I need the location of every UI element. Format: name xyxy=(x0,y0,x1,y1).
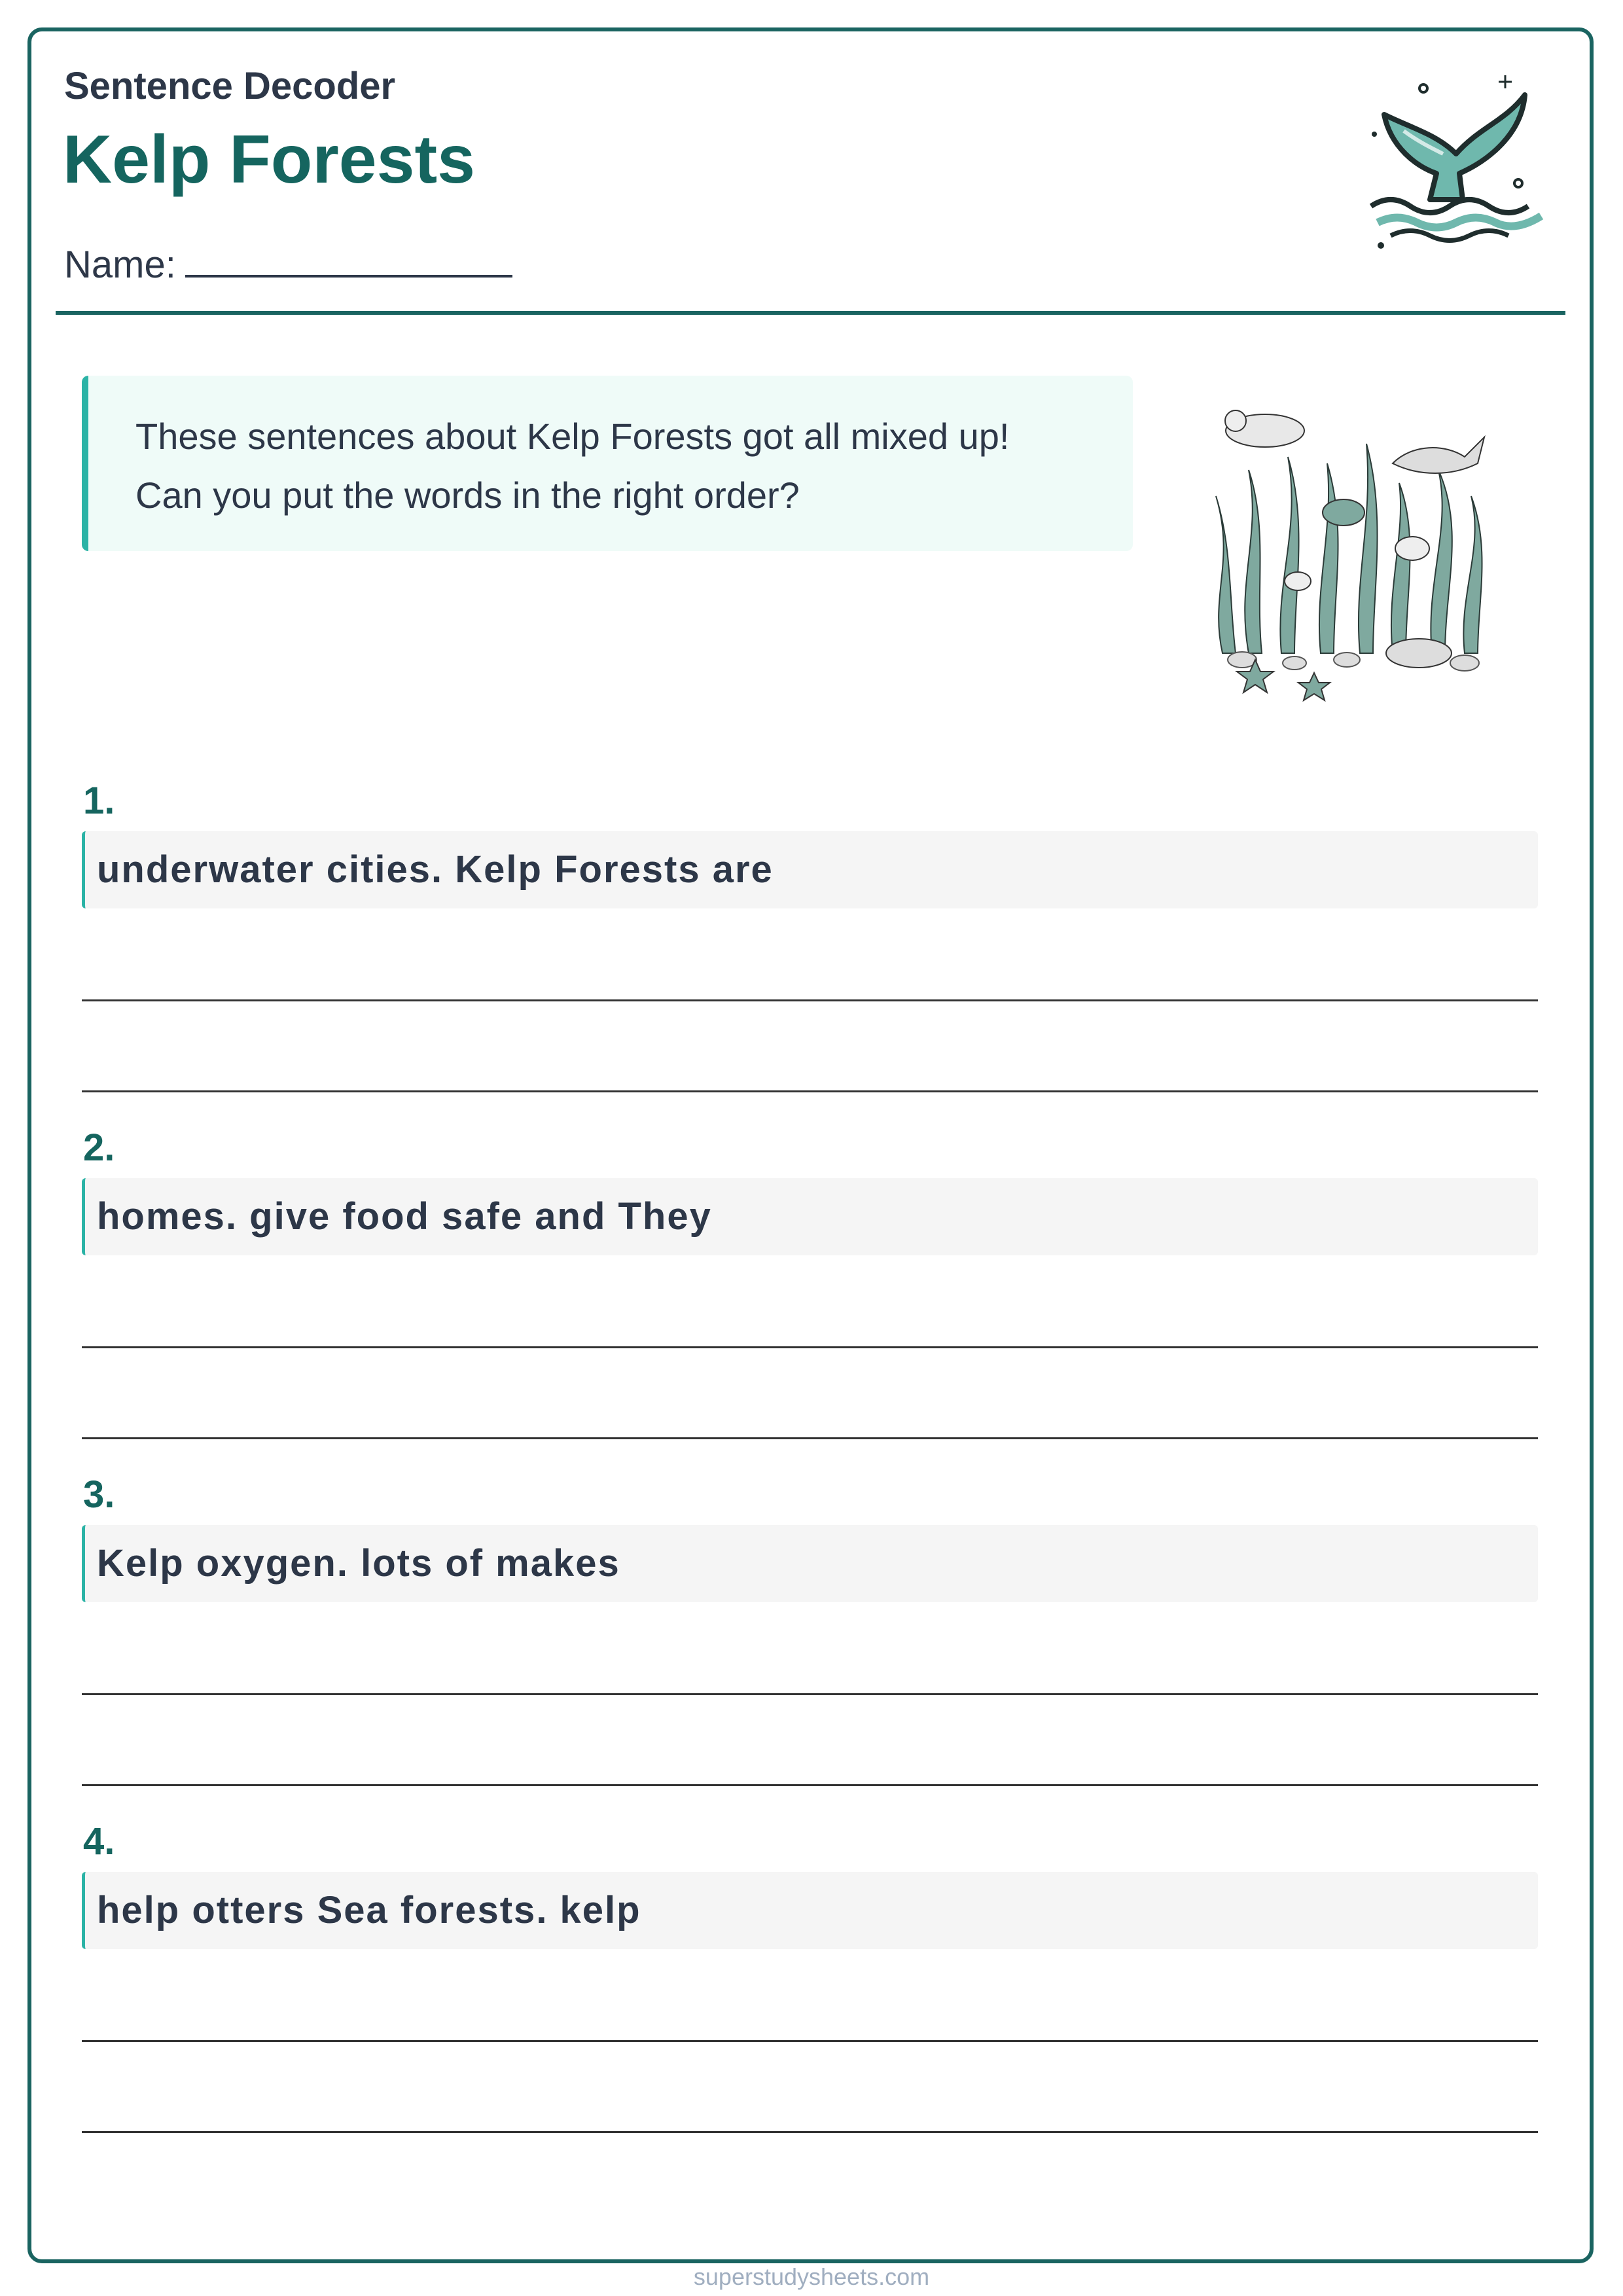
question-number: 2. xyxy=(83,1126,115,1169)
kelp-forest-illustration xyxy=(1177,365,1528,717)
instructions-line-2: Can you put the words in the right order? xyxy=(135,475,800,516)
question-4 xyxy=(82,1820,1538,2133)
question-1 xyxy=(82,779,1538,1092)
name-blank-line[interactable] xyxy=(185,241,512,278)
instructions-line-1: These sentences about Kelp Forests got all mixed up! xyxy=(135,416,1010,457)
answer-line[interactable] xyxy=(82,1437,1538,1439)
question-3 xyxy=(82,1473,1538,1786)
name-field[interactable] xyxy=(64,241,512,287)
question-number: 1. xyxy=(83,780,115,822)
page-title: Kelp Forests xyxy=(63,122,475,198)
instructions-box xyxy=(82,376,1133,551)
scrambled-sentence: homes. give food safe and They xyxy=(82,1178,1538,1255)
whale-tail-icon xyxy=(1364,75,1554,252)
question-number: 4. xyxy=(83,1820,115,1863)
answer-line[interactable] xyxy=(82,2131,1538,2133)
scrambled-sentence: Kelp oxygen. lots of makes xyxy=(82,1525,1538,1602)
scrambled-sentence: help otters Sea forests. kelp xyxy=(82,1872,1538,1949)
answer-line[interactable] xyxy=(82,1090,1538,1092)
question-number: 3. xyxy=(83,1473,115,1516)
footer-site: superstudysheets.com xyxy=(693,2263,930,2290)
answer-line[interactable] xyxy=(82,1784,1538,1786)
question-2 xyxy=(82,1126,1538,1439)
scrambled-sentence: underwater cities. Kelp Forests are xyxy=(82,831,1538,908)
header-divider xyxy=(56,311,1565,315)
name-label: Name: xyxy=(64,243,176,286)
worksheet-type: Sentence Decoder xyxy=(64,65,396,107)
